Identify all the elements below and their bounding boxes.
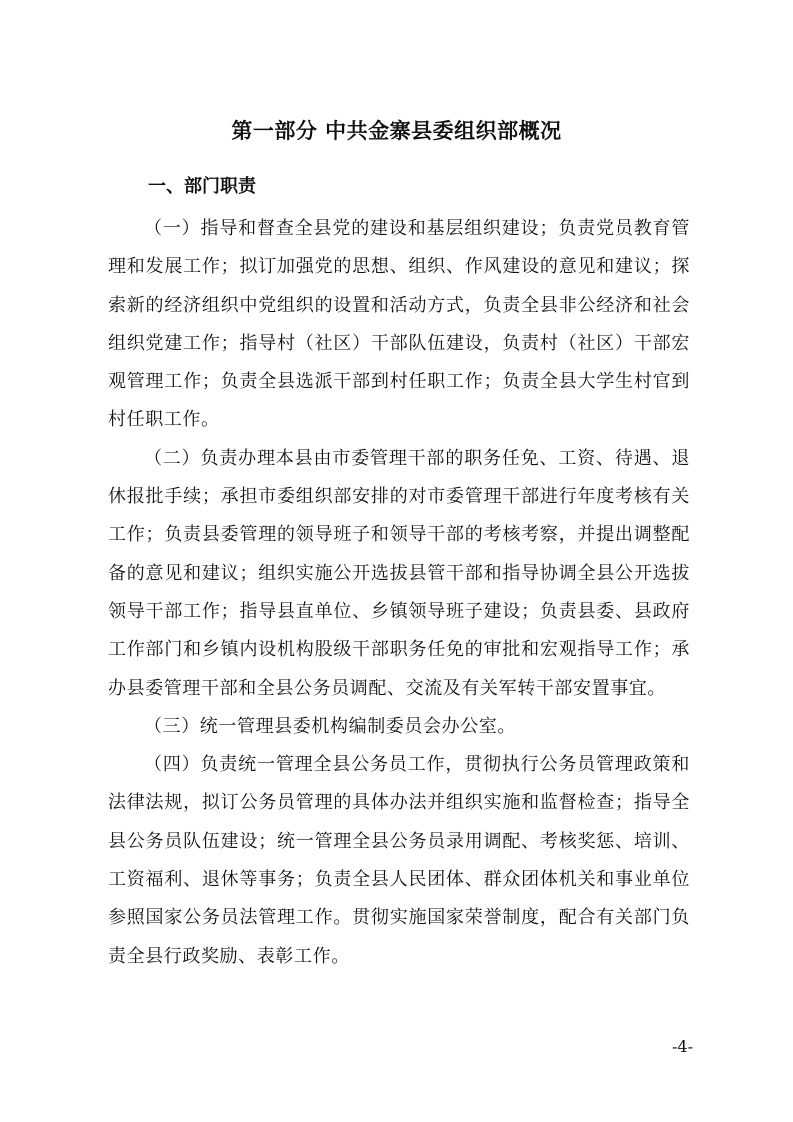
section-heading: 一、部门职责 [148,176,256,197]
page-number: -4- [672,1037,693,1056]
paragraph-1: （一）指导和督查全县党的建设和基层组织建设；负责党员教育管理和发展工作；拟订加强党的思想、组织、作风建设的意见和建议；探索新的经济组织中党组织的设置和活动方式，负责全县非公经济和社会组织党建工作；指导村（社区）干部队伍建设，负责村（社区）干部宏观管理工作；负责全县选派干部到村任职工作；负责全县大学生村官到村任职工作。 [108,218,690,431]
document-body [108,210,690,976]
paragraph-3: （三）统一管理县委机构编制委员会办公室。 [144,715,516,737]
document-title: 第一部分 中共金寨县委组织部概况 [231,119,562,143]
paragraph-2: （二）负责办理本县由市委管理干部的职务任免、工资、待遇、退休报批手续；承担市委组织部安排的对市委管理干部进行年度考核有关工作；负责县委管理的领导班子和领导干部的考核考察，并提出调整配备的意见和建议；组织实施公开选拔县管干部和指导协调全县公开选拔领导干部工作；指导县直单位、乡镇领导班子建设；负责县委、县政府工作部门和乡镇内设机构股级干部职务任免的审批和宏观指导工作；承办县委管理干部和全县公务员调配、交流及有关军转干部安置事宜。 [108,447,690,699]
paragraph-4: （四）负责统一管理全县公务员工作，贯彻执行公务员管理政策和法律法规，拟订公务员管理的具体办法并组织实施和监督检查；指导全县公务员队伍建设；统一管理全县公务员录用调配、考核奖惩、培训、工资福利、退休等事务；负责全县人民团体、群众团体机关和事业单位参照国家公务员法管理工作。贯彻实施国家荣誉制度，配合有关部门负责全县行政奖励、表彰工作。 [108,754,690,967]
